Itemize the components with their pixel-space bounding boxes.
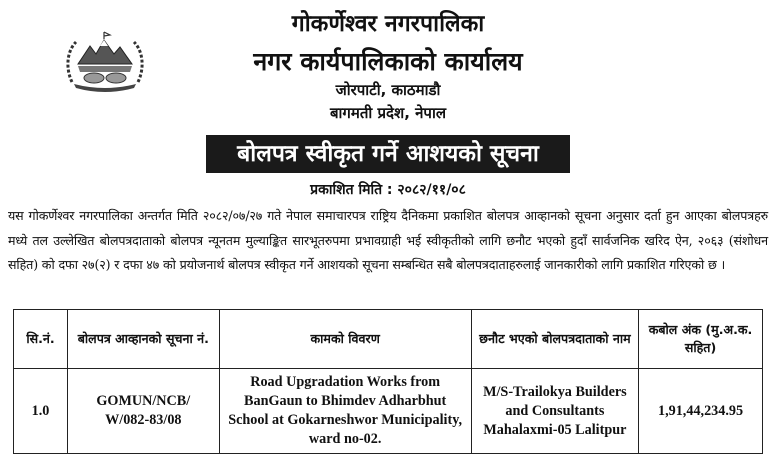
header-description: कामको विवरण [219,310,471,369]
address-line-2: बागमती प्रदेश, नेपाल [329,104,447,122]
cell-notice-no: GOMUN/NCB/ W/082-83/08 [67,369,219,454]
table-row [14,369,763,454]
notice-title: बोलपत्र स्वीकृत गर्ने आशयको सूचना [206,135,570,173]
office-name: नगर कार्यपालिकाको कार्यालय [253,47,523,76]
header-bidder: छनौट भएको बोलपत्रदाताको नाम [471,310,638,369]
notice-header [0,0,776,130]
municipality-name: गोकर्णेश्वर नगरपालिका [291,11,485,37]
cell-sn: 1.0 [14,369,68,454]
header-notice-no: बोलपत्र आव्हानको सूचना नं. [67,310,219,369]
notice-paragraph: यस गोकर्णेश्वर नगरपालिका अन्तर्गत मिति २०८२/०७/२७ गते नेपाल समाचारपत्र राष्ट्रिय दैनिकमा प्रकाशित बोलपत्र आव्हानको सूचना अनुसार दर्ता हुन आएका बोलपत्रहरु मध्ये तल उल्लेखित बोलपत्रदाताको बोलपत्र न्यूनतम मुल्याङ्कित सारभूतरुपमा प्रभावग्राही भई स्वीकृतीको लागि छनौट भएको हुदाँ सार्वजनिक खरिद ऐन, २०६३ (संशोधन सहित) को दफा २७(२) र दफा ४७ को प्रयोजनार्थ बोलपत्र स्वीकृत गर्ने आशयको सूचना सम्बन्धित सबै बोलपत्रदाताहरुलाई जानकारीको लागि प्रकाशित गरिएको छ । [8,208,768,272]
table-header-row [14,310,763,369]
header-amount: कबोल अंक (मु.अ.क. सहित) [639,310,763,369]
bid-table [13,309,763,454]
published-date: प्रकाशित मिति : २०८२/११/०८ [310,182,466,198]
cell-description: Road Upgradation Works from BanGaun to Bhimdev Adharbhut School at Gokarneshwor Municipality, ward no-02. [219,369,471,454]
cell-amount: 1,91,44,234.95 [639,369,763,454]
cell-bidder: M/S-Trailokya Builders and Consultants Mahalaxmi-05 Lalitpur [471,369,638,454]
address-line-1: जोरपाटी, काठमाडौ [335,81,441,99]
header-sn: सि.नं. [14,310,68,369]
